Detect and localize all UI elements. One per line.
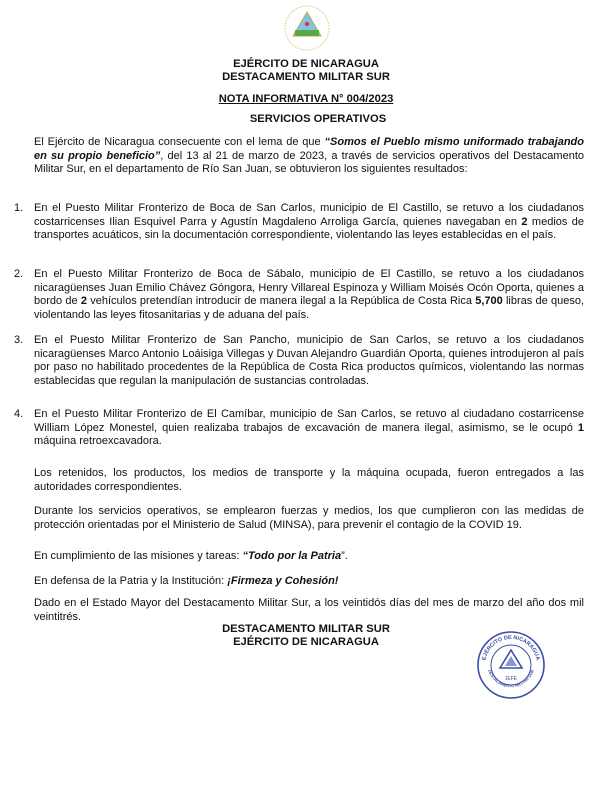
delivered-paragraph: Los retenidos, los productos, los medios de transporte y la máquina ocupada, fueron entregados a las autoridades correspondientes. <box>34 467 584 493</box>
item-text: En el Puesto Militar Fronterizo de San Pancho, municipio de San Carlos, se retuvo a los ciudadanos nicaragüenses Marco Antonio Loáisiga Villegas y Duvan Alejandro Guardián Oporta, quienes introdujeron al país por paso no habilitado procedentes de la República de Costa Rica productos químicos, violentando las normas establecidas que regulan la manipulación de sustancias controladas. <box>34 334 584 387</box>
intro-text-cont: , del 13 al 21 de marzo de 2023, a través de servicios operativos del Destacamento Militar Sur, en el departamento de Río San Juan, se obtuvieron los siguientes resultados: <box>34 149 584 175</box>
seal-bottom-text: DESTACAMENTO MILITAR SUR <box>487 669 535 689</box>
seal-top-text: EJÉRCITO DE NICARAGUA <box>481 634 541 661</box>
item-text: libras de queso, violentando las leyes fitosanitarias y de aduana del país. <box>34 295 585 321</box>
note-title: NOTA INFORMATIVA N° 004/2023 <box>218 93 394 105</box>
mission-motto: “Todo por la Patria <box>242 550 342 562</box>
item-quantity: 1 <box>577 421 584 434</box>
item-number: 2. <box>14 268 24 280</box>
intro-text: El Ejército de Nicaragua consecuente con el lema de que <box>34 136 325 148</box>
item-number: 3. <box>14 334 24 346</box>
item-text: En el Puesto Militar Fronterizo de El Camíbar, municipio de San Carlos, se retuvo al ciudadano costarricense William López Monestel, quien realizaba trabajos de excavación de manera ilegal, asimismo, se le ocupó <box>34 408 584 434</box>
item-text: vehículos pretendían introducir de manera ilegal a la República de Costa Rica <box>86 295 476 307</box>
result-item <box>14 202 584 243</box>
result-item <box>14 334 584 388</box>
item-text: medios de transportes acuáticos, sin la documentación correspondiente, violentando las leyes establecidas en el país. <box>34 215 584 241</box>
item-text: En el Puesto Militar Fronterizo de Boca de San Carlos, municipio de El Castillo, se retuvo a los ciudadanos costarricenses Ilian Esquivel Parra y Agustín Magdaleno Arroliga García, quienes navegaban en <box>34 202 584 228</box>
result-item <box>14 268 585 322</box>
footer-line-detachment: DESTACAMENTO MILITAR SUR <box>222 623 390 635</box>
defense-text: En defensa de la Patria y la Institución: <box>34 575 228 587</box>
defense-paragraph <box>34 575 584 589</box>
header-line-detachment: DESTACAMENTO MILITAR SUR <box>222 71 390 83</box>
mission-text: En cumplimiento de las misiones y tareas: <box>34 550 243 562</box>
intro-paragraph <box>34 136 584 177</box>
item-text: En el Puesto Militar Fronterizo de Boca de Sábalo, municipio de El Castillo, se retuvo a los ciudadanos nicaragüenses Juan Emilio Chávez Góngora, Henry Villareal Espinoza y William Moisés Ocón Oporta, quienes a bordo de <box>34 268 584 307</box>
item-quantity: 2 <box>80 295 87 307</box>
defense-motto: ¡Firmeza y Cohesión! <box>227 575 339 587</box>
intro-motto: “Somos el Pueblo mismo uniformado trabajando en su propio beneficio” <box>34 136 584 162</box>
official-seal-icon <box>476 630 546 700</box>
footer-line-army: EJÉRCITO DE NICARAGUA <box>233 636 379 648</box>
result-item <box>14 408 584 449</box>
coat-of-arms-icon <box>282 4 332 52</box>
note-subtitle: SERVICIOS OPERATIVOS <box>249 113 387 125</box>
given-paragraph: Dado en el Estado Mayor del Destacamento Militar Sur, a los veintidós días del mes de marzo del año dos mil veintitrés. <box>34 597 584 623</box>
item-number: 4. <box>14 408 24 420</box>
item-quantity: 5,700 <box>475 295 503 307</box>
mission-suffix: ”. <box>341 550 348 562</box>
seal-center-text: JEFE <box>504 676 518 682</box>
mission-paragraph <box>34 550 584 564</box>
header-line-army: EJÉRCITO DE NICARAGUA <box>233 58 379 70</box>
item-quantity: 2 <box>521 215 528 228</box>
covid-paragraph: Durante los servicios operativos, se emplearon fuerzas y medios, los que cumplieron con las medidas de protección orientadas por el Ministerio de Salud (MINSA), para prevenir el contagio de la COVID 19. <box>34 505 584 531</box>
item-text: máquina retroexcavadora. <box>34 435 162 447</box>
item-number: 1. <box>14 202 24 214</box>
